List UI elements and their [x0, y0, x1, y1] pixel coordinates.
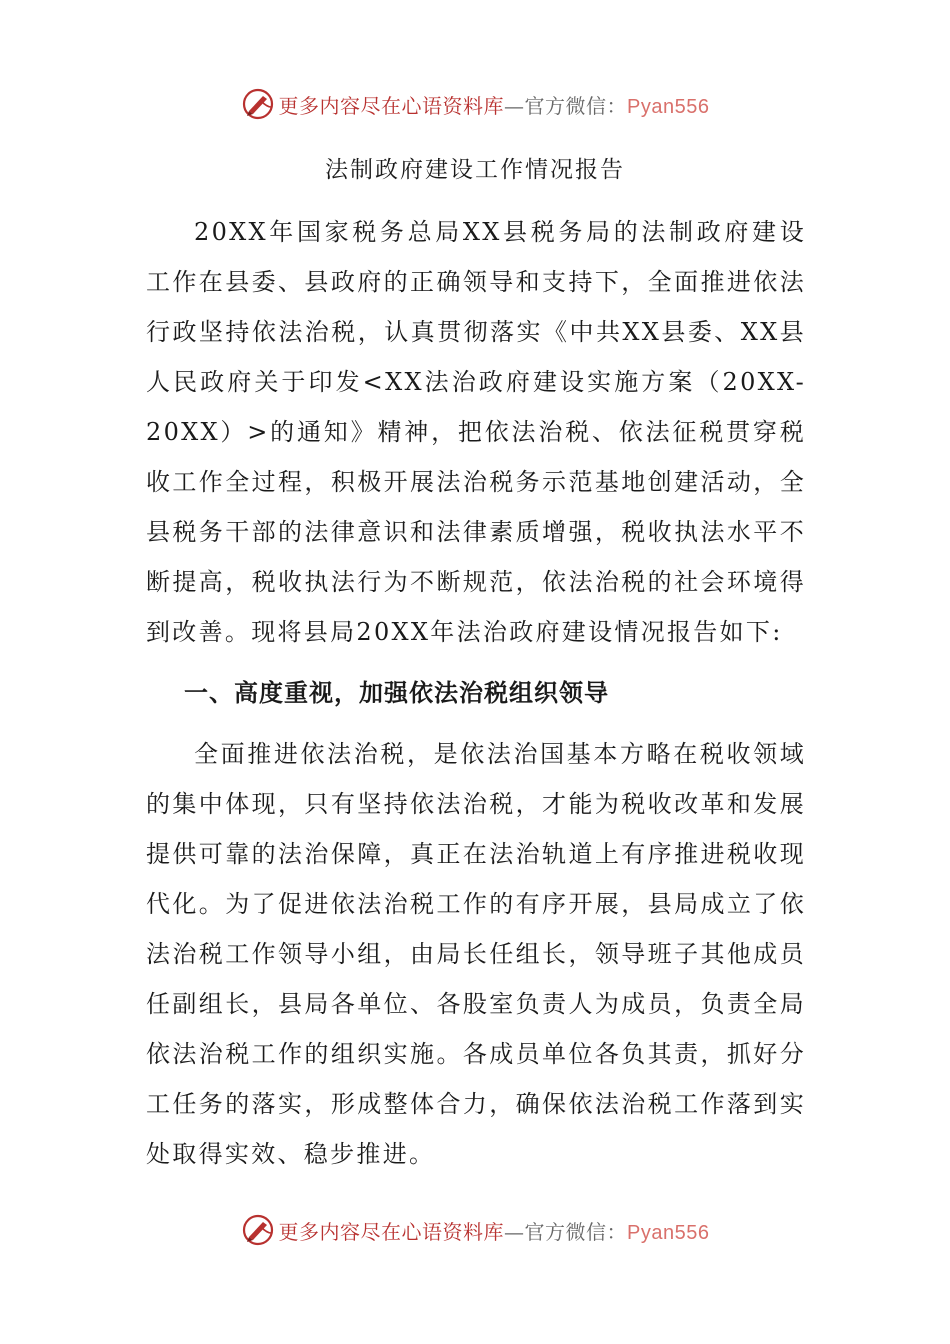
banner-wechat-label: 官方微信： [524, 1219, 628, 1244]
paragraph-section-1: 全面推进依法治税，是依法治国基本方略在税收领域的集中体现，只有坚持依法治税，才能为税收改革和发展提供可靠的法治保障，真正在法治轨道上有序推进税收现代化。为了促进依法治税工作的有序开展，县局成立了依法治税工作领导小组，由局长任组长，领导班子其他成员任副组长，县局各单位、各股室负责人为成员，负责全局依法治税工作的组织实施。各成员单位各负其责，抓好分工任务的落实，形成整体合力，确保依法治税工作落到实处取得实效、稳步推进。 [146, 740, 806, 1168]
banner-wechat-label: 官方微信： [524, 93, 628, 118]
banner-text [279, 1216, 710, 1245]
pen-logo-icon [241, 1213, 275, 1247]
banner-separator: — [504, 1219, 525, 1244]
pen-logo-icon [241, 87, 275, 121]
footer-banner [0, 1208, 950, 1252]
banner-wechat-id: Pyan556 [627, 95, 710, 118]
banner-separator: — [504, 93, 525, 118]
header-banner [0, 82, 950, 126]
section-heading-1: 一、高度重视，加强依法治税组织领导 [184, 679, 609, 707]
banner-brand: 更多内容尽在心语资料库 [278, 93, 505, 118]
banner-brand: 更多内容尽在心语资料库 [278, 1219, 505, 1244]
document-title: 法制政府建设工作情况报告 [325, 157, 625, 183]
banner-wechat-id: Pyan556 [627, 1221, 710, 1244]
paragraph-intro: 20XX年国家税务总局XX县税务局的法制政府建设工作在县委、县政府的正确领导和支持下，全面推进依法行政坚持依法治税，认真贯彻落实《中共XX县委、XX县人民政府关于印发<XX法治政府建设实施方案（20XX-20XX）>的通知》精神，把依法治税、依法征税贯穿税收工作全过程，积极开展法治税务示范基地创建活动，全县税务干部的法律意识和法律素质增强，税收执法水平不断提高，税收执法行为不断规范，依法治税的社会环境得到改善。现将县局20XX年法治政府建设情况报告如下: [146, 218, 806, 646]
banner-text [279, 90, 710, 119]
